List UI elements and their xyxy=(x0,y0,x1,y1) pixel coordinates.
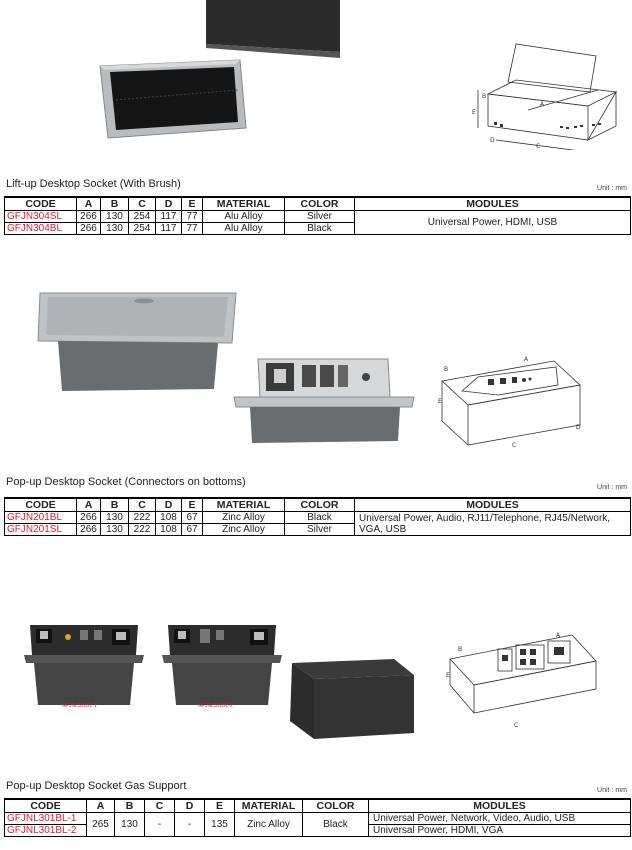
dim-c: 254 xyxy=(129,211,156,223)
diagram-letter-e: E xyxy=(438,398,442,405)
dim-e: 67 xyxy=(182,512,203,524)
dim-e: 67 xyxy=(182,524,203,536)
unit-label: Unit : mm xyxy=(597,185,627,192)
column-header: MODULES xyxy=(369,799,631,813)
column-header: MATERIAL xyxy=(203,498,285,512)
diagram-letter-a: A xyxy=(540,101,545,108)
material: Alu Alloy xyxy=(203,211,285,223)
dim-d: 117 xyxy=(156,211,182,223)
diagram-letter-c: C xyxy=(536,143,541,150)
product-code: GFJN201SL xyxy=(5,524,77,536)
section-pop-up-connectors xyxy=(0,245,632,545)
section-gas-support xyxy=(0,545,632,850)
dim-a: 265 xyxy=(87,813,115,837)
product-code: GFJN304BL xyxy=(5,223,77,235)
gas-support-dimension-drawing xyxy=(446,625,606,735)
color: Silver xyxy=(285,524,355,536)
diagram-letter-c: C xyxy=(512,442,517,449)
photo-label: GFJNL301BL-2 xyxy=(198,703,233,709)
column-header: COLOR xyxy=(285,197,355,211)
column-header: D xyxy=(175,799,205,813)
product-code: GFJN304SL xyxy=(5,211,77,223)
table-header-row xyxy=(5,498,631,512)
pop-up-socket-closed-photo xyxy=(34,279,254,409)
diagram-letter-b: B xyxy=(482,93,487,100)
dim-b: 130 xyxy=(115,813,145,837)
spec-table xyxy=(4,798,631,837)
dim-b: 130 xyxy=(101,512,129,524)
table-header-row xyxy=(5,197,631,211)
lift-up-socket-photo xyxy=(90,0,350,150)
color: Black xyxy=(285,223,355,235)
column-header: E xyxy=(182,197,203,211)
dim-c: 222 xyxy=(129,524,156,536)
dim-a: 266 xyxy=(77,524,101,536)
column-header: CODE xyxy=(5,197,77,211)
dim-e: 135 xyxy=(205,813,235,837)
table-header-row xyxy=(5,799,631,813)
gas-support-closed-photo xyxy=(282,653,422,763)
pop-up-socket-open-photo xyxy=(228,345,428,485)
column-header: C xyxy=(129,498,156,512)
column-header: A xyxy=(87,799,115,813)
pop-up-dimension-drawing xyxy=(438,351,588,461)
dim-e: 77 xyxy=(182,211,203,223)
column-header: COLOR xyxy=(285,498,355,512)
column-header: C xyxy=(129,197,156,211)
modules: Universal Power, HDMI, USB xyxy=(355,211,631,235)
section-title: Lift-up Desktop Socket (With Brush) xyxy=(6,178,181,190)
section-lift-up xyxy=(0,0,632,245)
dim-d: 117 xyxy=(156,223,182,235)
diagram-letter-e: E xyxy=(446,672,450,679)
column-header: A xyxy=(77,498,101,512)
diagram-letter-d: D xyxy=(576,424,581,431)
material: Alu Alloy xyxy=(203,223,285,235)
dim-b: 130 xyxy=(101,223,129,235)
product-code: GFJNL301BL-2 xyxy=(5,825,87,837)
column-header: MODULES xyxy=(355,197,631,211)
dim-d: - xyxy=(175,813,205,837)
dim-a: 266 xyxy=(77,211,101,223)
material: Zinc Alloy xyxy=(203,512,285,524)
modules: Universal Power, Audio, RJ11/Telephone, RJ45/Network, VGA, USB xyxy=(355,512,631,536)
diagram-letter-b: B xyxy=(458,646,463,653)
column-header: C xyxy=(145,799,175,813)
dim-d: 108 xyxy=(156,512,182,524)
diagram-letter-a: A xyxy=(524,356,529,363)
diagram-letter-a: A xyxy=(556,632,561,639)
dim-b: 130 xyxy=(101,524,129,536)
dim-d: 108 xyxy=(156,524,182,536)
section-title: Pop-up Desktop Socket Gas Support xyxy=(6,780,187,792)
column-header: E xyxy=(182,498,203,512)
dim-b: 130 xyxy=(101,211,129,223)
diagram-letter-d: D xyxy=(490,137,495,144)
lift-up-dimension-drawing xyxy=(468,30,628,150)
photo-label: GFJNL301BL-1 xyxy=(62,703,97,709)
column-header: MODULES xyxy=(355,498,631,512)
column-header: D xyxy=(156,197,182,211)
column-header: MATERIAL xyxy=(235,799,303,813)
product-code: GFJNL301BL-1 xyxy=(5,813,87,825)
table-row xyxy=(5,813,631,825)
diagram-letter-c: C xyxy=(514,722,519,729)
material: Zinc Alloy xyxy=(203,524,285,536)
column-header: B xyxy=(101,197,129,211)
material: Zinc Alloy xyxy=(235,813,303,837)
dim-c: 254 xyxy=(129,223,156,235)
dim-e: 77 xyxy=(182,223,203,235)
dim-a: 266 xyxy=(77,512,101,524)
section-title: Pop-up Desktop Socket (Connectors on bottoms) xyxy=(6,476,246,488)
column-header: MATERIAL xyxy=(203,197,285,211)
color: Silver xyxy=(285,211,355,223)
dim-c: - xyxy=(145,813,175,837)
column-header: B xyxy=(115,799,145,813)
column-header: B xyxy=(101,498,129,512)
color: Black xyxy=(285,512,355,524)
column-header: CODE xyxy=(5,498,77,512)
unit-label: Unit : mm xyxy=(597,787,627,794)
product-code: GFJN201BL xyxy=(5,512,77,524)
column-header: D xyxy=(156,498,182,512)
spec-table xyxy=(4,497,631,536)
dim-c: 222 xyxy=(129,512,156,524)
diagram-letter-e: E xyxy=(472,109,476,116)
column-header: E xyxy=(205,799,235,813)
spec-table xyxy=(4,196,631,235)
unit-label: Unit : mm xyxy=(597,484,627,491)
table-row xyxy=(5,211,631,223)
column-header: COLOR xyxy=(303,799,369,813)
modules: Universal Power, Network, Video, Audio, USB xyxy=(369,813,631,825)
table-row xyxy=(5,512,631,524)
modules: Universal Power, HDMI, VGA xyxy=(369,825,631,837)
color: Black xyxy=(303,813,369,837)
diagram-letter-b: B xyxy=(444,366,449,373)
column-header: A xyxy=(77,197,101,211)
column-header: CODE xyxy=(5,799,87,813)
dim-a: 266 xyxy=(77,223,101,235)
